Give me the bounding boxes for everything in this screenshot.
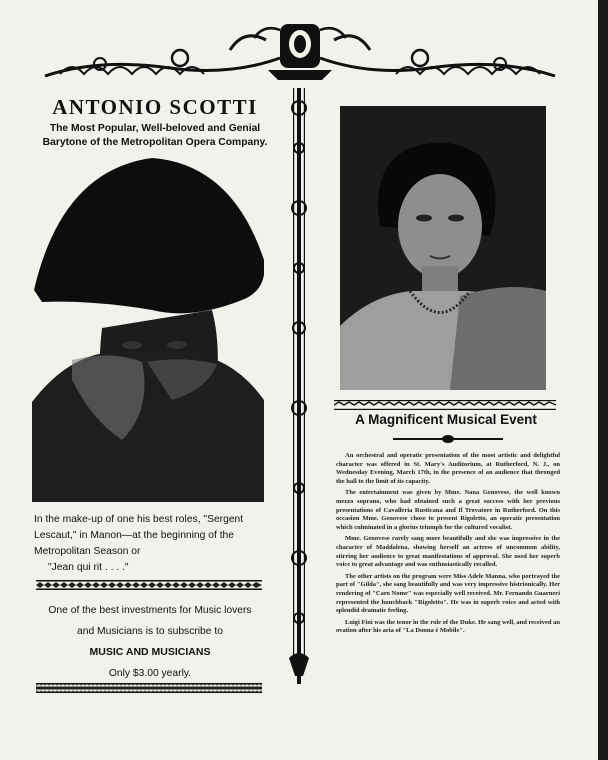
portrait-woman-icon bbox=[340, 106, 546, 390]
subscription-ad bbox=[30, 600, 270, 684]
ad-publication-name: MUSIC AND MUSICIANS bbox=[89, 646, 211, 658]
ornament-rule-icon bbox=[36, 580, 262, 590]
article-paragraph: An orchestral and operatic presentation of the most artistic and delightful character was offered in St. Mary's Auditorium, at Rutherford, N. J., on Wednesday Evening, March 17th, in the presence of an audience that thronged the hall to the limit of its capacity. bbox=[336, 452, 560, 485]
article-paragraph: The entertainment was given by Mme. Nana Genovese, the well known mezzo soprano, who had obtained such a great success with her previous presentations of Cavalleria Rusticana and Il Trovatore in Rutherford. On this occasion Mme. Genovese chose to present Rigoletto, an operatic presentation which culminated in a glorius triumph for the cultured vocalist. bbox=[336, 489, 560, 531]
photo-caption bbox=[34, 512, 266, 576]
event-title: A Magnificent Musical Event bbox=[355, 412, 537, 427]
ornament-rule-icon bbox=[334, 400, 556, 410]
ad-price: Only $3.00 yearly. bbox=[108, 668, 192, 679]
portrait-man-tricorn-hat-icon bbox=[32, 150, 264, 502]
event-article bbox=[336, 452, 560, 639]
ornament-rule-icon bbox=[36, 683, 262, 693]
subtitle-line: The Most Popular, Well-beloved and Genial bbox=[49, 123, 261, 134]
article-paragraph: The other artists on the program were Miss Adele Manna, who portrayed the part of "Gilda", she sang beautifully and was very impressive histrionically. Her rendering of "Caro Nome" was especially well received. Mr. Fernando Guarneri represented the hunchback "Rigoletto". He was in superb voice and acted with splendid dramatic feeling. bbox=[336, 572, 560, 615]
ornamental-header-icon bbox=[40, 18, 560, 84]
caption-line: Metropolitan Season or bbox=[34, 546, 141, 557]
page-edge bbox=[598, 0, 608, 760]
subtitle bbox=[30, 122, 280, 150]
subtitle-line: Barytone of the Metropolitan Opera Company. bbox=[42, 137, 268, 148]
title-flourish-icon bbox=[393, 434, 503, 444]
caption-line: In the make-up of one his best roles, "Sergent bbox=[34, 514, 244, 525]
caption-line: "Jean qui rit . . . ." bbox=[48, 562, 129, 573]
ad-line: One of the best investments for Music lovers bbox=[48, 605, 252, 616]
caption-line: Lescaut," in Manon—at the beginning of the bbox=[34, 530, 235, 541]
page-title: ANTONIO SCOTTI bbox=[52, 95, 258, 119]
ornamental-column-icon bbox=[287, 88, 311, 684]
ad-line: and Musicians is to subscribe to bbox=[77, 626, 223, 637]
article-paragraph: Mme. Genovese rarely sang more beautifully and she was impressive in the character of Maddalena, showing herself an actress of uncommon ability, stirring her audience to great manifestations of approval. She used her superb voice to great advantage and was enthusiastically recalled. bbox=[336, 535, 560, 569]
article-paragraph: Luigi Fini was the tenor in the role of the Duke. He sang well, and received an ovation after his aria of "La Donna è Mobile". bbox=[336, 618, 560, 635]
